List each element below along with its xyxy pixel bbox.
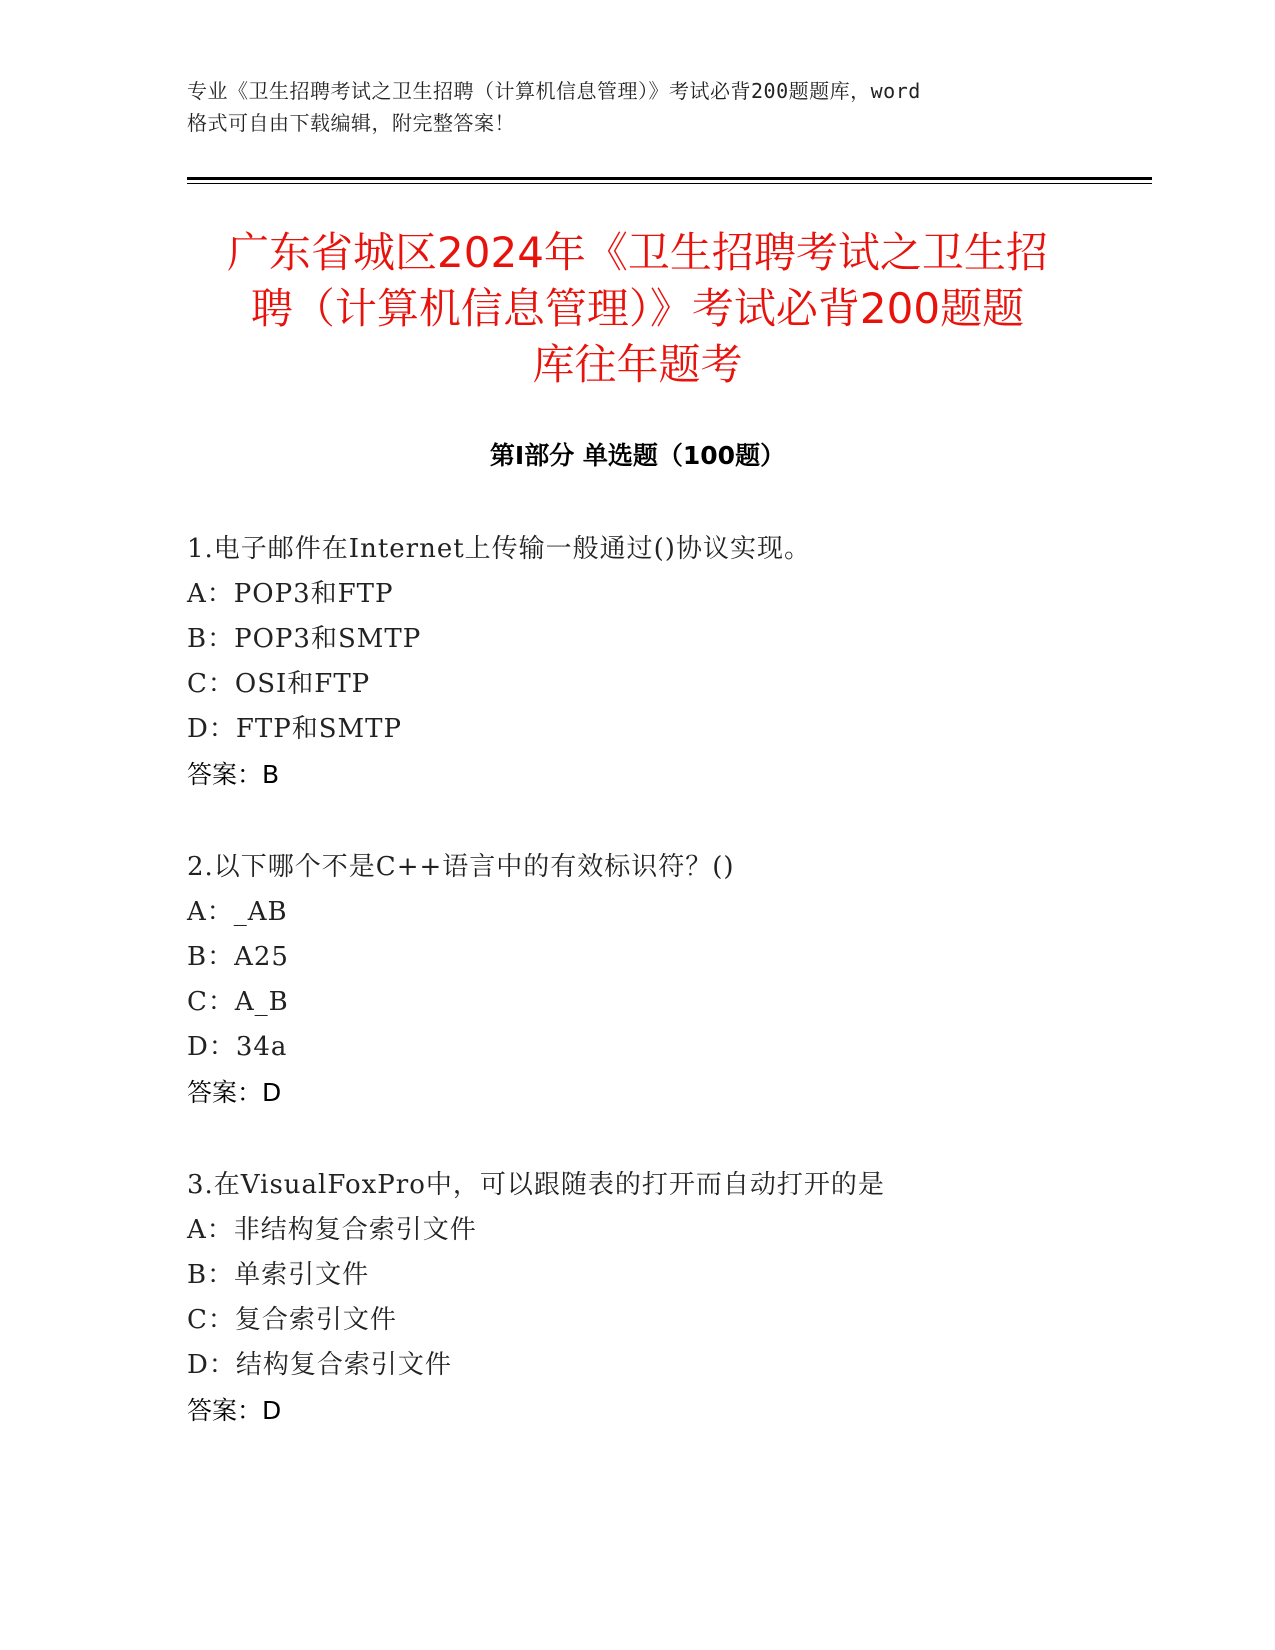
- option-d: D：结构复合索引文件: [187, 1350, 452, 1380]
- header-note: [187, 75, 1087, 139]
- header-note-line-1: 专业《卫生招聘考试之卫生招聘（计算机信息管理）》考试必背200题题库，word: [187, 79, 921, 103]
- answer: 答案：D: [187, 1396, 282, 1425]
- header-note-line-2: 格式可自由下载编辑，附完整答案！: [187, 111, 515, 135]
- question-stem: 1.电子邮件在Internet上传输一般通过()协议实现。: [187, 534, 811, 564]
- option-b: B：A25: [187, 942, 289, 972]
- option-c: C：A_B: [187, 987, 289, 1017]
- option-c: C：复合索引文件: [187, 1305, 397, 1335]
- option-a: A：非结构复合索引文件: [187, 1215, 477, 1245]
- document-title: [160, 225, 1115, 393]
- header-rule-thin: [187, 183, 1152, 184]
- document-title-line-1: 广东省城区2024年《卫生招聘考试之卫生招: [227, 228, 1048, 277]
- option-a: A：_AB: [187, 897, 288, 927]
- section-heading: 第I部分 单选题（100题）: [489, 441, 786, 470]
- question-stem: 3.在VisualFoxPro中，可以跟随表的打开而自动打开的是: [187, 1170, 885, 1200]
- option-a: A：POP3和FTP: [187, 579, 394, 609]
- question-block: [187, 527, 1137, 797]
- document-title-line-2: 聘（计算机信息管理）》考试必背200题题: [250, 284, 1025, 333]
- option-d: D：FTP和SMTP: [187, 714, 402, 744]
- answer: 答案：D: [187, 1078, 282, 1107]
- option-d: D：34a: [187, 1032, 288, 1062]
- question-stem: 2.以下哪个不是C++语言中的有效标识符？(): [187, 852, 735, 882]
- answer: 答案：B: [187, 760, 280, 789]
- question-block: [187, 1163, 1137, 1433]
- option-b: B：单索引文件: [187, 1260, 370, 1290]
- option-c: C：OSI和FTP: [187, 669, 371, 699]
- header-rule-thick: [187, 177, 1152, 180]
- document-title-line-3: 库往年题考: [532, 340, 743, 389]
- question-block: [187, 845, 1137, 1115]
- option-b: B：POP3和SMTP: [187, 624, 422, 654]
